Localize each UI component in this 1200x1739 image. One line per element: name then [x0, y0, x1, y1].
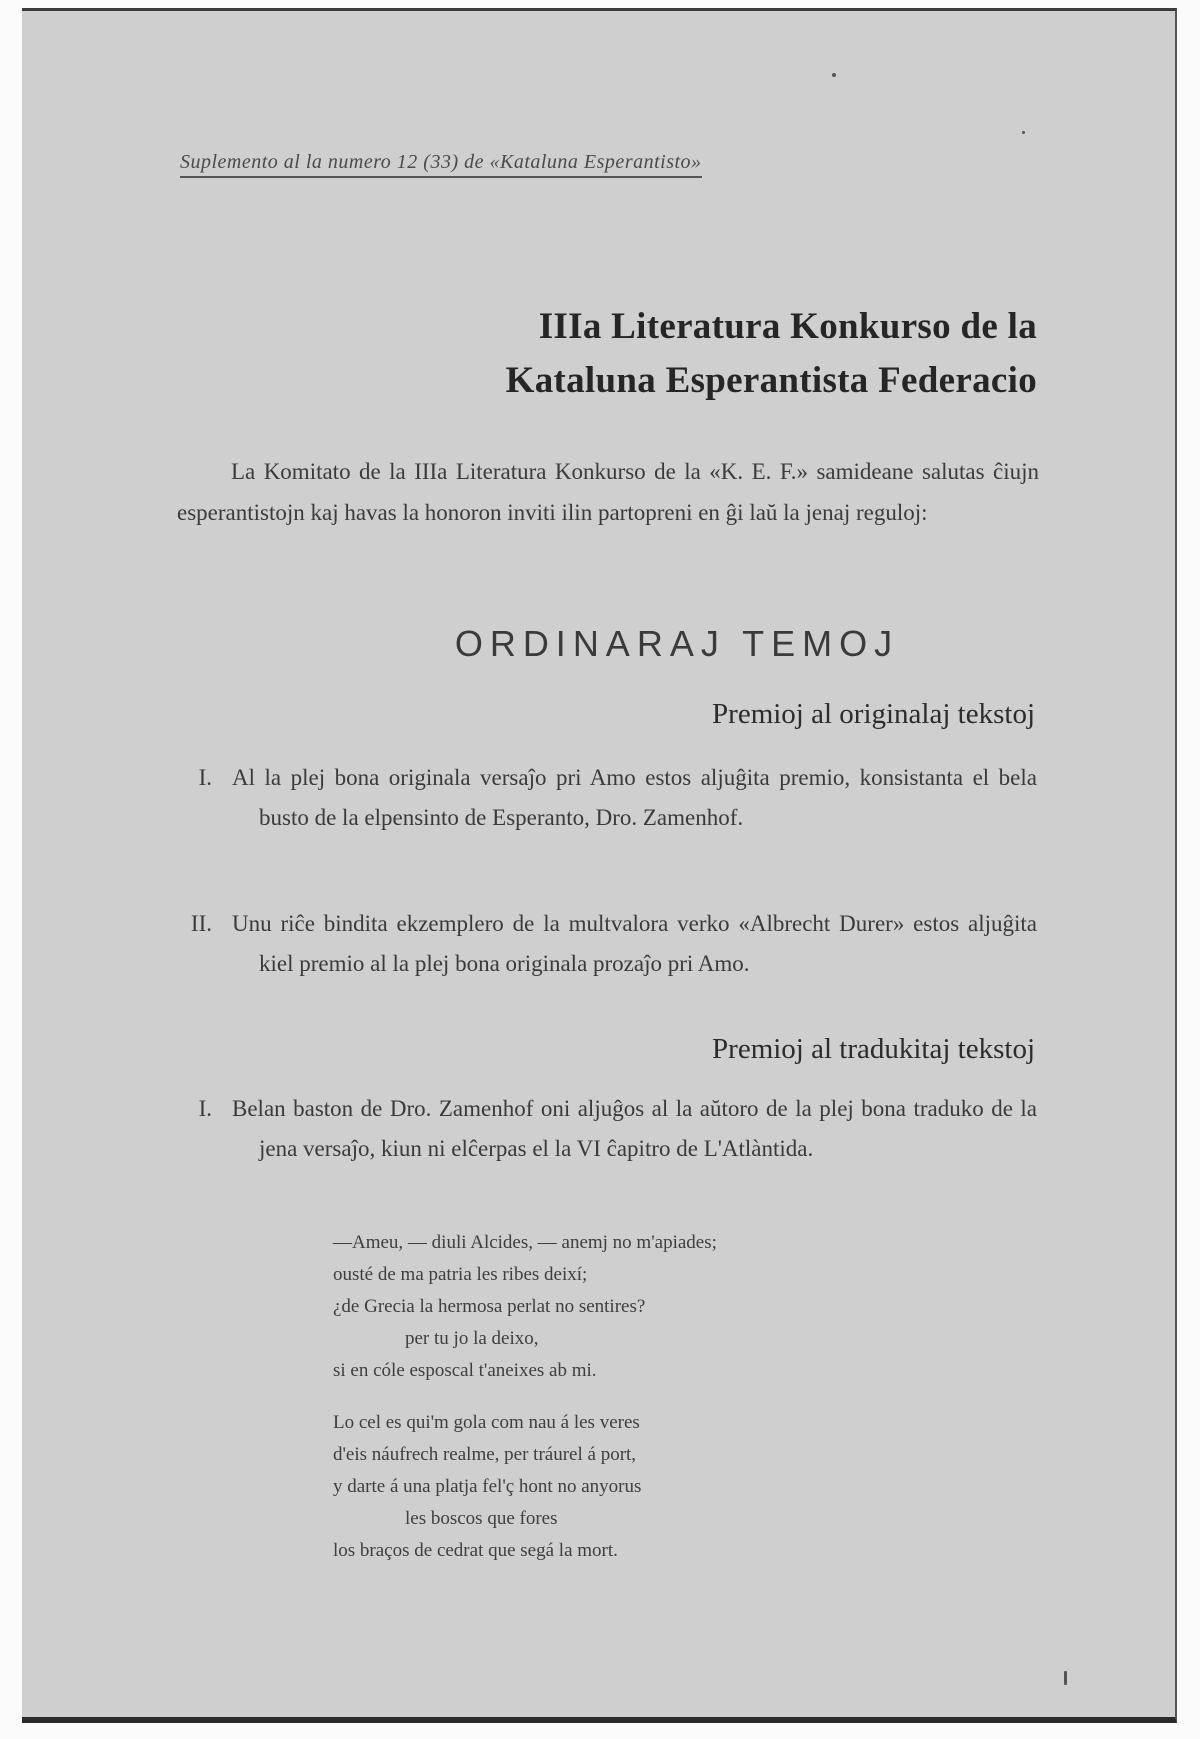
dust-speck	[1064, 1671, 1067, 1685]
title-line-2: Kataluna Esperantista Federacio	[505, 360, 1037, 401]
list-item	[172, 758, 1037, 838]
quote-line: per tu jo la deixo,	[405, 1328, 539, 1349]
quote-stanza-2	[333, 1407, 641, 1567]
quote-line: d'eis náufrech realme, per tráurel á port,	[333, 1444, 637, 1465]
intro-paragraph: La Komitato de la IIIa Literatura Konkurso de la «K. E. F.» samideane salutas ĉiujn esperantistojn kaj havas la honoron inviti ilin partopreni en ĝi laŭ la jenaj reguloj:	[177, 459, 1039, 525]
quote-line: ousté de ma patria les ribes deixí;	[333, 1264, 588, 1285]
item-text: Unu riĉe bindita ekzemplero de la multvalora verko «Albrecht Durer» estos aljuĝita kiel premio al la plej bona originala prozaĵo pri Amo.	[232, 911, 1037, 976]
quote-line: Lo cel es qui'm gola com nau á les veres	[333, 1412, 640, 1433]
supplement-header: Suplemento al la numero 12 (33) de «Kataluna Esperantisto»	[180, 151, 702, 178]
quote-line: —Ameu, — diuli Alcides, — anemj no m'apiades;	[333, 1232, 717, 1253]
item-number: II.	[190, 911, 212, 936]
quote-line: y darte á una platja fel'ç hont no anyorus	[333, 1476, 642, 1497]
item-number: I.	[198, 1096, 212, 1121]
quote-stanza-1	[333, 1227, 717, 1387]
quote-line: si en cóle esposcal t'aneixes ab mi.	[333, 1360, 597, 1381]
item-text: Al la plej bona originala versaĵo pri Amo estos aljuĝita premio, konsistanta el bela busto de la elpensinto de Esperanto, Dro. Zamenhof.	[232, 765, 1037, 830]
subheading-original: Premioj al originalaj tekstoj	[712, 698, 1035, 730]
quote-line: ¿de Grecia la hermosa perlat no sentires?	[333, 1296, 646, 1317]
document-page	[22, 8, 1177, 1723]
section-heading: ORDINARAJ TEMOJ	[454, 623, 900, 664]
item-number: I.	[198, 765, 212, 790]
quote-line: les boscos que fores	[405, 1508, 558, 1529]
subheading-translated: Premioj al tradukitaj tekstoj	[712, 1033, 1035, 1065]
item-text: Belan baston de Dro. Zamenhof oni aljuĝos al la aŭtoro de la plej bona traduko de la jena versaĵo, kiun ni elĉerpas el la VI ĉapitro de L'Atlàntida.	[232, 1096, 1037, 1161]
quote-line: los braços de cedrat que segá la mort.	[333, 1540, 618, 1561]
title-line-1: IIIa Literatura Konkurso de la	[538, 306, 1037, 347]
list-item	[172, 904, 1037, 984]
dust-speck	[832, 73, 836, 77]
list-item	[172, 1089, 1037, 1169]
dust-speck	[1022, 131, 1025, 134]
